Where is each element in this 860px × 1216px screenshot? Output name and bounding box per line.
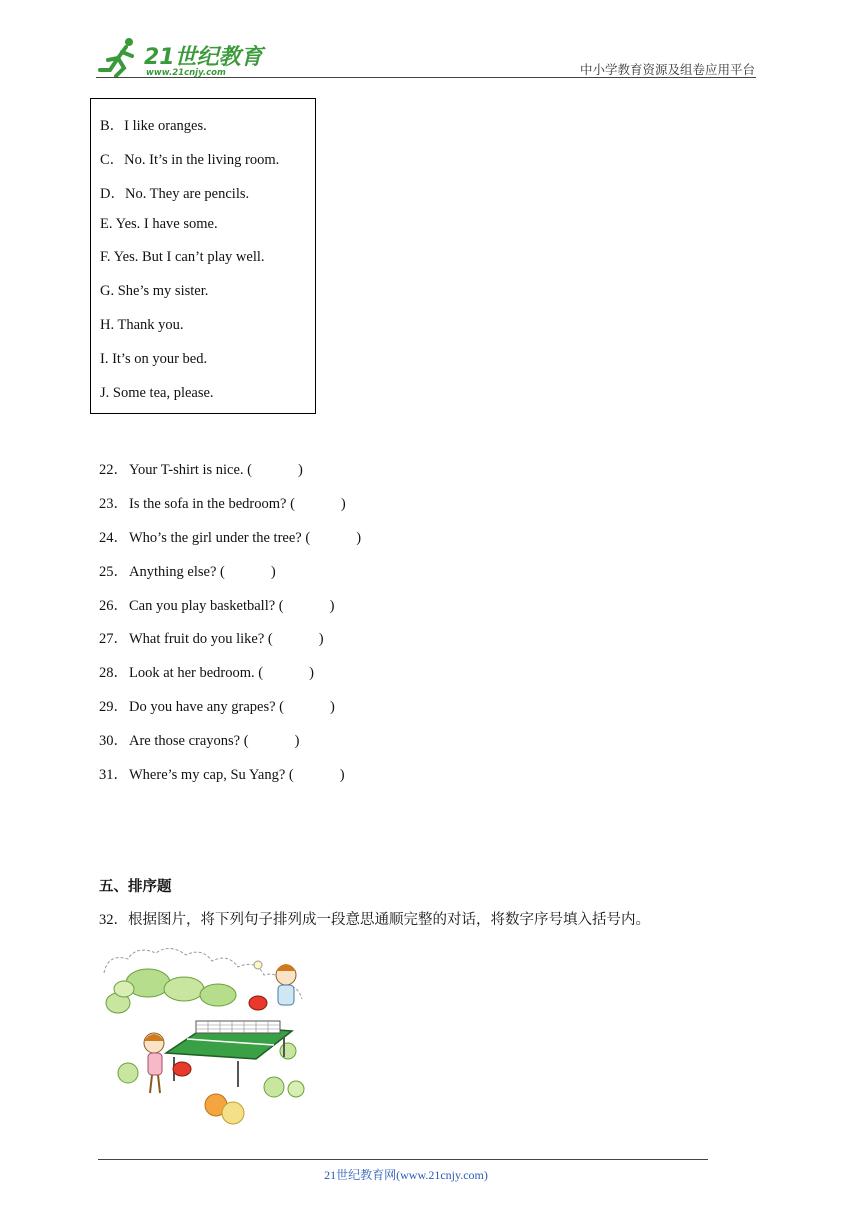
- answer-options-box: [90, 98, 316, 414]
- question-22: 22．Your T-shirt is nice. ( ): [99, 462, 303, 478]
- option-i: I. It’s on your bed.: [100, 351, 208, 367]
- question-32-instruction: 32．根据图片，将下列句子排列成一段意思通顺完整的对话，将数字序号填入括号内。: [99, 912, 650, 928]
- option-b: B．I like oranges.: [100, 118, 207, 134]
- section-title: 五、排序题: [99, 879, 172, 895]
- option-h: H. Thank you.: [100, 317, 184, 333]
- logo-url: www.21cnjy.com: [146, 68, 226, 78]
- option-c: C．No. It’s in the living room.: [100, 152, 280, 168]
- question-29: 29．Do you have any grapes? ( ): [99, 699, 335, 715]
- question-23: 23．Is the sofa in the bedroom? ( ): [99, 496, 346, 512]
- option-e: E. Yes. I have some.: [100, 216, 218, 232]
- footer-link[interactable]: 21世纪教育网(www.21cnjy.com): [324, 1168, 488, 1182]
- question-28: 28．Look at her bedroom. ( ): [99, 665, 314, 681]
- option-d: D．No. They are pencils.: [100, 186, 250, 202]
- question-31: 31．Where’s my cap, Su Yang? ( ): [99, 767, 345, 783]
- footer-divider: [98, 1159, 708, 1160]
- table-tennis-illustration: [98, 945, 320, 1127]
- platform-label: 中小学教育资源及组卷应用平台: [579, 62, 755, 77]
- site-logo: [96, 36, 266, 80]
- runner-icon: [100, 38, 133, 76]
- option-j: J. Some tea, please.: [100, 385, 214, 401]
- logo-text: 21世纪教育: [144, 45, 263, 70]
- question-26: 26．Can you play basketball? ( ): [99, 598, 335, 614]
- header-divider: [96, 77, 756, 78]
- question-24: 24．Who’s the girl under the tree? ( ): [99, 530, 362, 546]
- option-g: G. She’s my sister.: [100, 283, 209, 299]
- option-f: F. Yes. But I can’t play well.: [100, 249, 265, 265]
- question-25: 25．Anything else? ( ): [99, 564, 276, 580]
- question-30: 30．Are those crayons? ( ): [99, 733, 300, 749]
- question-27: 27．What fruit do you like? ( ): [99, 631, 324, 647]
